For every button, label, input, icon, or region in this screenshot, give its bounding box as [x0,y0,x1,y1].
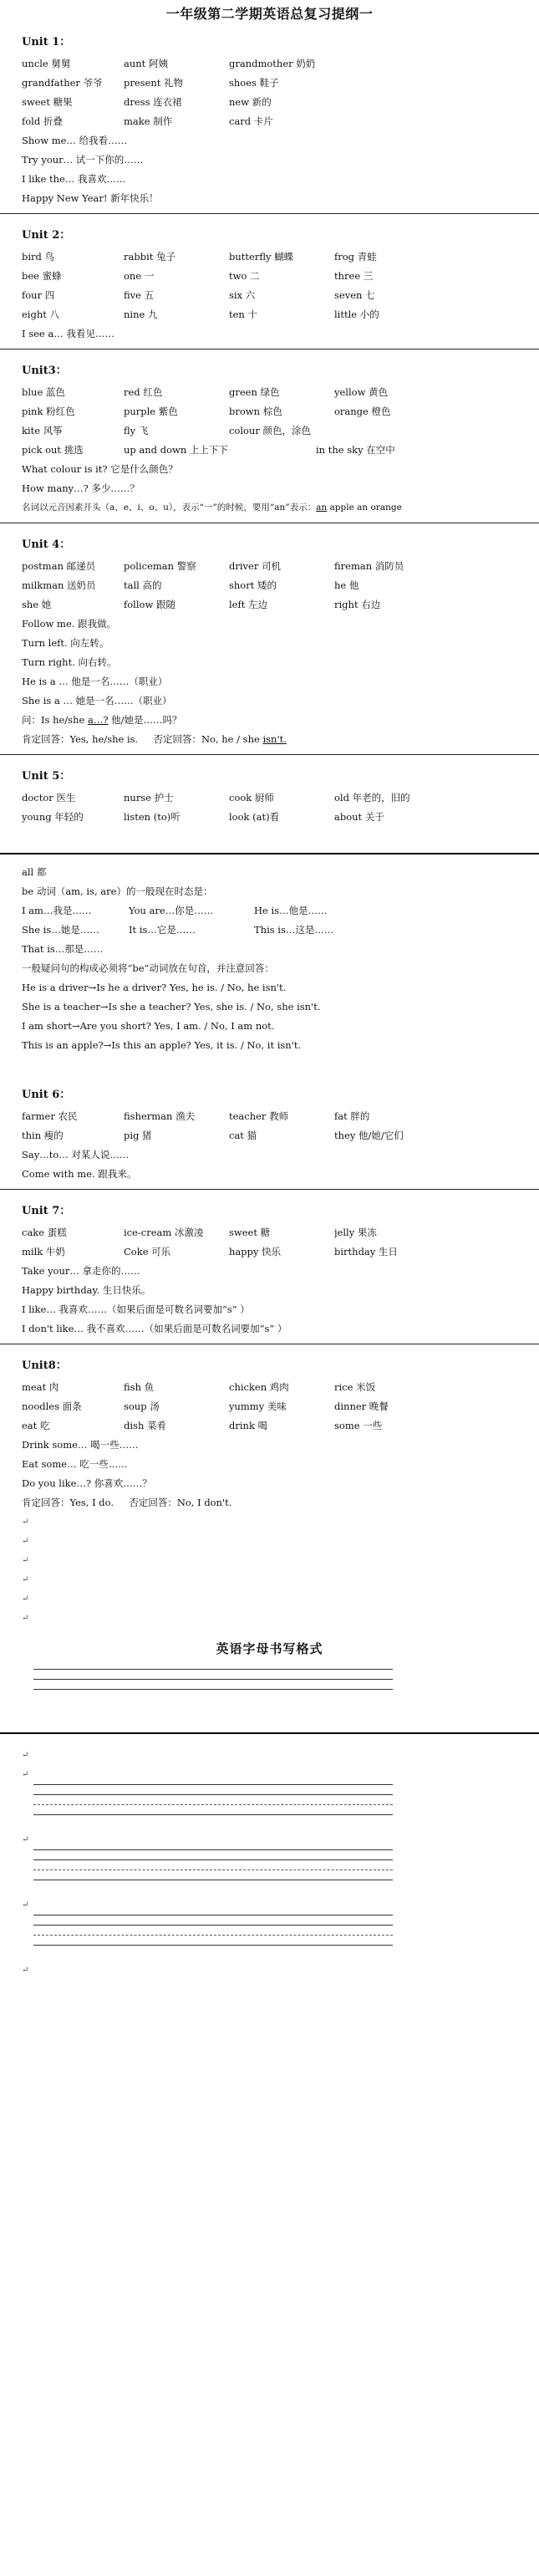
question-translation: 他/她是……吗？ [108,714,182,726]
vocab-word: policeman 警察 [124,560,196,572]
be-verb-example: You are…你是…… [129,905,214,916]
vocab-word: one 一 [124,270,155,282]
vocab-word: driver 司机 [229,560,281,572]
answer-line: 肯定回答：Yes, I do. 否定回答：No, I don't. [22,1497,232,1508]
phrase-line: Take your… 拿走你的…… [22,1265,140,1277]
vocab-word: five 五 [124,289,155,301]
vocab-word: orange 橙色 [334,406,391,417]
vocab-word: nine 九 [124,309,158,320]
phrase-line: Eat some… 吃一些…… [22,1458,128,1470]
vocab-word: cook 厨师 [229,792,274,803]
vocab-word: thin 瘦的 [22,1130,64,1141]
vocab-word: little 小的 [334,309,379,320]
vocab-word: grandmother 奶奶 [229,58,316,69]
be-verb-example: This is…这是…… [254,924,334,936]
phrase-line: Come with me. 跟我来。 [22,1168,137,1180]
answer-negative: isn't. [262,733,287,745]
article-apple: apple [327,502,358,513]
vocab-word: dinner 晚餐 [334,1400,389,1412]
vocab-word: meat 肉 [22,1381,59,1393]
unit-4-heading: Unit 4： [22,538,71,551]
be-verb-example: She is…她是…… [22,924,99,936]
question-blank: a…? [87,714,109,726]
vocab-word: fisherman 渔夫 [124,1110,196,1122]
example-sentence: He is a driver→Is he a driver? Yes, he is. / No, he isn't. [22,982,287,993]
vocab-word: look (at)看 [229,811,280,823]
phrase-line: Say…to… 对某人说…… [22,1149,130,1160]
unit-8-vocabulary [22,1378,539,1436]
phrase-line: Turn right. 向右转。 [22,656,117,668]
be-verb-example: I am…我是…… [22,905,92,916]
vocab-word: milkman 送奶员 [22,579,96,591]
vocab-word: doctor 医生 [22,792,76,803]
paragraph-mark: ↵ [22,1966,29,1975]
vocab-word: pig 猪 [124,1130,152,1141]
vocab-word: fly 飞 [124,425,149,436]
vocab-word: pink 粉红色 [22,406,75,417]
vocab-word: ice-cream 冰激凌 [124,1227,204,1238]
vocab-word: three 三 [334,270,374,282]
unit-7-vocabulary [22,1223,539,1262]
vocab-word: old 年老的，旧的 [334,792,410,803]
vocab-word: teacher 教师 [229,1110,289,1122]
vocab-word: up and down 上上下下 [124,444,228,456]
vocab-word: frog 青蛙 [334,251,377,263]
paragraph-mark: ↵ [22,1594,29,1604]
vocab-word: they 他/她/它们 [334,1130,404,1141]
unit-8-heading: Unit8： [22,1359,67,1372]
article-an: an [316,502,328,513]
vocab-word: farmer 农民 [22,1110,78,1122]
writing-line [33,1945,393,1946]
unit-2-heading: Unit 2： [22,229,71,242]
grammar-note: 一般疑问句的构成必须将“be”动词放在句首，并注意回答： [22,962,274,974]
phrase-line: I like the… 我喜欢…… [22,173,126,185]
example-sentence: She is a teacher→Is she a teacher? Yes, she is. / No, she isn't. [22,1001,321,1013]
paragraph-mark: ↵ [22,1614,29,1623]
vocab-word: listen (to)听 [124,811,181,823]
vocab-word: make 制作 [124,115,173,127]
paragraph-mark: ↵ [22,1751,29,1760]
page-one [0,0,539,853]
vocab-word: shoes 鞋子 [229,77,279,89]
writing-line [33,1689,393,1690]
vocab-word: kite 风筝 [22,425,63,436]
paragraph-mark: ↵ [22,1770,29,1779]
be-verb-example: It is…它是…… [129,924,196,936]
phrase-line: Show me… 给我看…… [22,135,128,146]
vocab-word: seven 七 [334,289,375,301]
paragraph-mark: ↵ [22,1900,29,1910]
vocab-word: ten 十 [229,309,257,320]
writing-lines [0,1784,539,1815]
vocab-word: eat 吃 [22,1420,50,1431]
vocab-word: follow 跟随 [124,599,175,610]
vocab-word: short 矮的 [229,579,277,591]
vocab-word: rice 米饭 [334,1381,376,1393]
vocab-word: brown 棕色 [229,406,282,417]
paragraph-mark: ↵ [22,1518,29,1527]
answer-line [22,730,539,749]
vocab-word: cake 蛋糕 [22,1227,67,1238]
vocab-word: yellow 黄色 [334,386,389,398]
phrase-line: I don't like… 我不喜欢……（如果后面是可数名词要加“s” ） [22,1323,287,1334]
vocab-word: grandfather 爷爷 [22,77,103,89]
unit-7-heading: Unit 7： [22,1205,71,1217]
answer-text: 肯定回答：Yes, he/she is. 否定回答：No, he / she [22,733,263,745]
article-rule-line [22,498,539,518]
vocab-word: drink 喝 [229,1420,268,1431]
unit-4-vocabulary [22,557,539,615]
vocab-word: two 二 [229,270,260,282]
vocab-word: card 卡片 [229,115,273,127]
unit-1-vocabulary [22,54,539,131]
writing-lines [0,1915,539,1946]
phrase-line: Do you like…? 你喜欢……？ [22,1477,152,1489]
vocab-word: fat 胖的 [334,1110,370,1122]
vocab-word: red 红色 [124,386,163,398]
vocab-word: butterfly 蝴蝶 [229,251,294,263]
vocab-word: new 新的 [229,96,272,108]
paragraph-mark: ↵ [22,1835,29,1844]
phrase-line: Drink some… 喝一些…… [22,1439,139,1451]
unit-3-heading: Unit3： [22,365,67,377]
grammar-note: be 动词（am, is, are）的一般现在时态是： [22,885,213,897]
vocab-word: bee 蜜蜂 [22,270,62,282]
unit-6-heading: Unit 6： [22,1089,71,1101]
article-rule-text: 名词以元音因素开头（a、e、i、o、u），表示“一”的时候，要用“an”表示： [22,502,317,513]
question-line [22,711,539,730]
vocab-word: yummy 美味 [229,1400,287,1412]
article-orange: an orange [357,502,402,513]
vocab-word: aunt 阿姨 [124,58,168,69]
be-verb-example: He is…他是…… [254,905,328,916]
section-divider [0,213,539,214]
vocab-word: some 一些 [334,1420,383,1431]
vocab-word: bird 鸟 [22,251,55,263]
vocab-word: sweet 糖 [229,1227,271,1238]
vocab-word: fireman 消防员 [334,560,404,572]
writing-format-title: 英语字母书写格式 [216,1641,323,1656]
phrase-line: Turn left. 向左转。 [22,637,109,649]
phrase-line: He is a … 他是一名……（职业） [22,676,168,687]
phrase-line: She is a … 她是一名……（职业） [22,695,172,706]
vocab-word: young 年轻的 [22,811,84,823]
vocab-word: colour 颜色，涂色 [229,425,312,436]
vocab-word: rabbit 兔子 [124,251,176,263]
unit-6-vocabulary [22,1107,539,1145]
phrase-line: What colour is it? 它是什么颜色？ [22,463,178,475]
vocab-word: birthday 生日 [334,1246,398,1257]
vocab-word: jelly 果冻 [334,1227,377,1238]
section-divider [0,1189,539,1190]
vocab-word: present 礼物 [124,77,184,89]
vocab-word: right 右边 [334,599,381,610]
vocab-word: four 四 [22,289,55,301]
page-title: 一年级第二学期英语总复习提纲一 [165,6,374,22]
vocab-word: dress 连衣裙 [124,96,182,108]
vocab-word: noodles 面条 [22,1400,82,1412]
vocab-word: about 关于 [334,811,384,823]
vocab-word: cat 猫 [229,1130,257,1141]
vocab-word: Coke 可乐 [124,1246,171,1257]
vocab-word: fold 折叠 [22,115,63,127]
paragraph-mark: ↵ [22,1537,29,1546]
phrase-line: I like… 我喜欢……（如果后面是可数名词要加“s” ） [22,1303,250,1315]
vocab-word: purple 紫色 [124,406,178,417]
vocab-word: uncle 舅舅 [22,58,71,69]
vocab-word: green 绿色 [229,386,280,398]
unit-3-vocabulary [22,383,539,441]
writing-lines [0,1849,539,1880]
phrase-line: Happy New Year! 新年快乐！ [22,192,159,204]
phrase-line: Happy birthday. 生日快乐。 [22,1284,151,1296]
vocab-word: he 他 [334,579,359,591]
question-text: 问：Is he/she [22,714,88,726]
paragraph-mark: ↵ [22,1575,29,1584]
vocab-word: pick out 挑选 [22,444,84,456]
vocab-word: eight 八 [22,309,60,320]
phrase-line: Follow me. 跟我做。 [22,618,117,630]
writing-line [33,1814,393,1815]
be-verb-table [22,901,539,940]
unit-2-vocabulary [22,247,539,324]
page-three [0,1734,539,2576]
unit-1-heading: Unit 1： [22,36,71,48]
unit-3-phrases [22,441,539,460]
vocab-word: postman 邮递员 [22,560,96,572]
page-two [0,854,539,1732]
vocab-word: soup 汤 [124,1400,160,1412]
vocab-word: happy 快乐 [229,1246,282,1257]
unit-5-heading: Unit 5： [22,770,71,783]
example-sentence: I am short→Are you short? Yes, I am. / No, I am not. [22,1020,275,1032]
vocab-word: dish 菜肴 [124,1420,167,1431]
vocab-word: she 她 [22,599,52,610]
phrase-line: Try your… 试一下你的…… [22,154,144,166]
vocab-word: tall 高的 [124,579,162,591]
phrase-line: all 都 [22,866,47,878]
vocab-word: blue 蓝色 [22,386,65,398]
vocab-word: left 左边 [229,599,268,610]
vocab-word: chicken 鸡肉 [229,1381,289,1393]
vocab-word: in the sky 在空中 [316,444,395,456]
section-divider [0,754,539,755]
vocab-word: milk 牛奶 [22,1246,65,1257]
example-sentence: This is an apple?→Is this an apple? Yes, it is. / No, it isn't. [22,1039,302,1051]
phrase-line: How many…? 多少……？ [22,482,140,494]
be-verb-example: That is…那是…… [22,943,104,955]
vocab-word: sweet 糖果 [22,96,73,108]
vocab-word: fish 鱼 [124,1381,155,1393]
unit-5-vocabulary [22,788,539,827]
vocab-word: six 六 [229,289,256,301]
writing-lines [0,1669,539,1690]
phrase-line: I see a… 我看见…… [22,328,114,339]
paragraph-mark: ↵ [22,1556,29,1565]
vocab-word: nurse 护士 [124,792,174,803]
